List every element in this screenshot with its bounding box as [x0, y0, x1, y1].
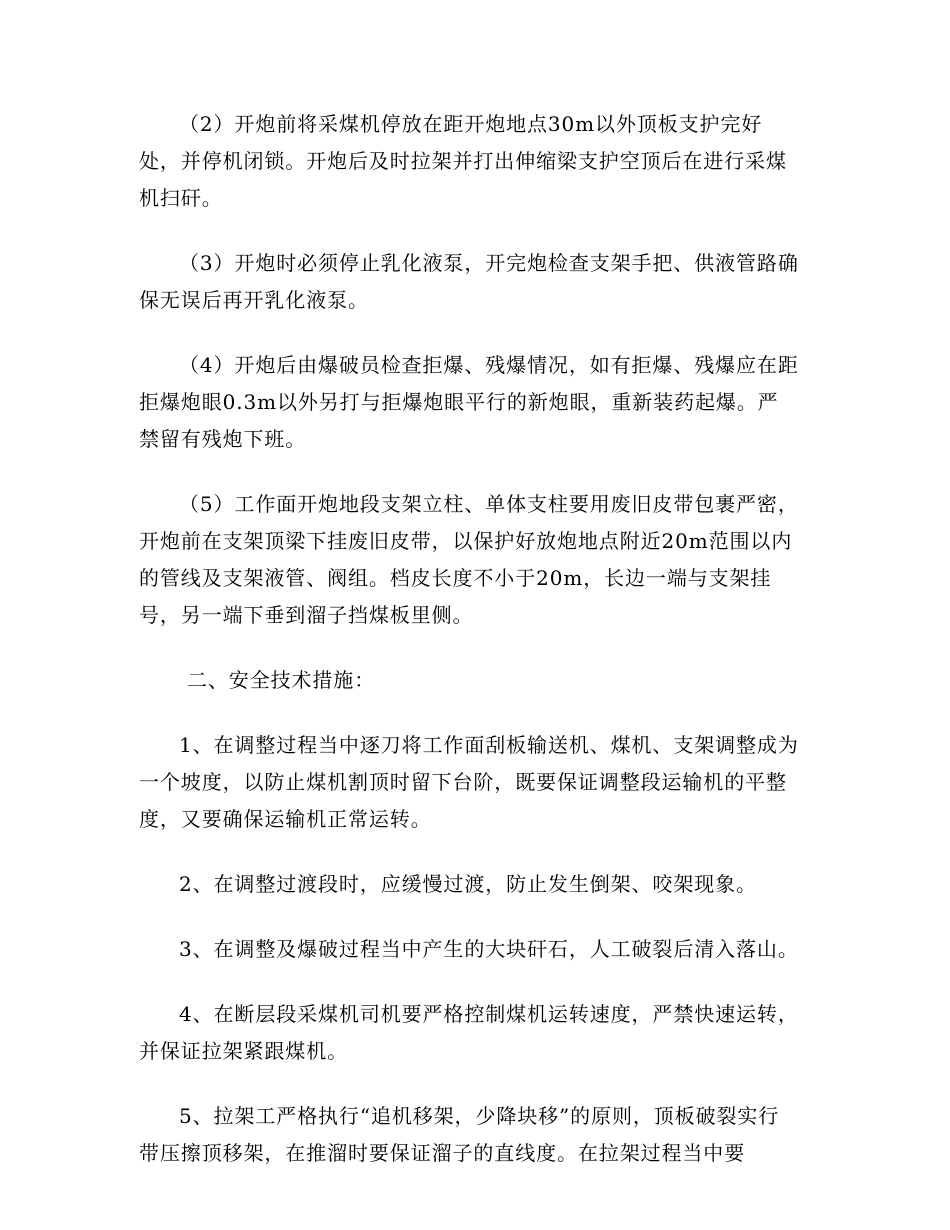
measure-item-5: 5、拉架工严格执行“追机移架，少降块移”的原则，顶板破裂实行带压擦顶移架，在推溜时要保证溜子的直线度。在拉架过程当中要 [139, 1104, 780, 1165]
paragraph-item-2: （2）开炮前将采煤机停放在距开炮地点30m以外顶板支护完好处，并停机闭锁。开炮后及时拉架并打出伸缩梁支护空顶后在进行采煤机扫矸。 [139, 112, 787, 210]
document-body [139, 106, 799, 1200]
paragraph-item-3: （3）开炮时必须停止乳化液泵，开完炮检查支架手把、供液管路确保无误后再开乳化液泵。 [139, 251, 799, 312]
paragraph-item-5: （5）工作面开炮地段支架立柱、单体支柱要用废旧皮带包裹严密，开炮前在支架顶梁下挂废旧皮带，以保护好放炮地点附近20m范围以内的管线及支架液管、阀组。档皮长度不小于20m，长边一端与支架挂号，另一端下垂到溜子挡煤板里侧。 [139, 492, 799, 627]
measure-item-2: 2、在调整过渡段时，应缓慢过渡，防止发生倒架、咬架现象。 [179, 872, 757, 896]
measure-item-3: 3、在调整及爆破过程当中产生的大块矸石，人工破裂后清入落山。 [179, 937, 799, 961]
measure-item-1: 1、在调整过程当中逐刀将工作面刮板输送机、煤机、支架调整成为一个坡度，以防止煤机割顶时留下台阶，既要保证调整段运输机的平整度，又要确保运输机正常运转。 [139, 733, 799, 831]
measure-item-4: 4、在断层段采煤机司机要严格控制煤机运转速度，严禁快速运转，并保证拉架紧跟煤机。 [139, 1002, 799, 1063]
section-heading: 二、安全技术措施： [187, 668, 376, 692]
paragraph-item-4: （4）开炮后由爆破员检查拒爆、残爆情况，如有拒爆、残爆应在距拒爆炮眼0.3m以外另打与拒爆炮眼平行的新炮眼，重新装药起爆。严禁留有残炮下班。 [139, 353, 799, 451]
